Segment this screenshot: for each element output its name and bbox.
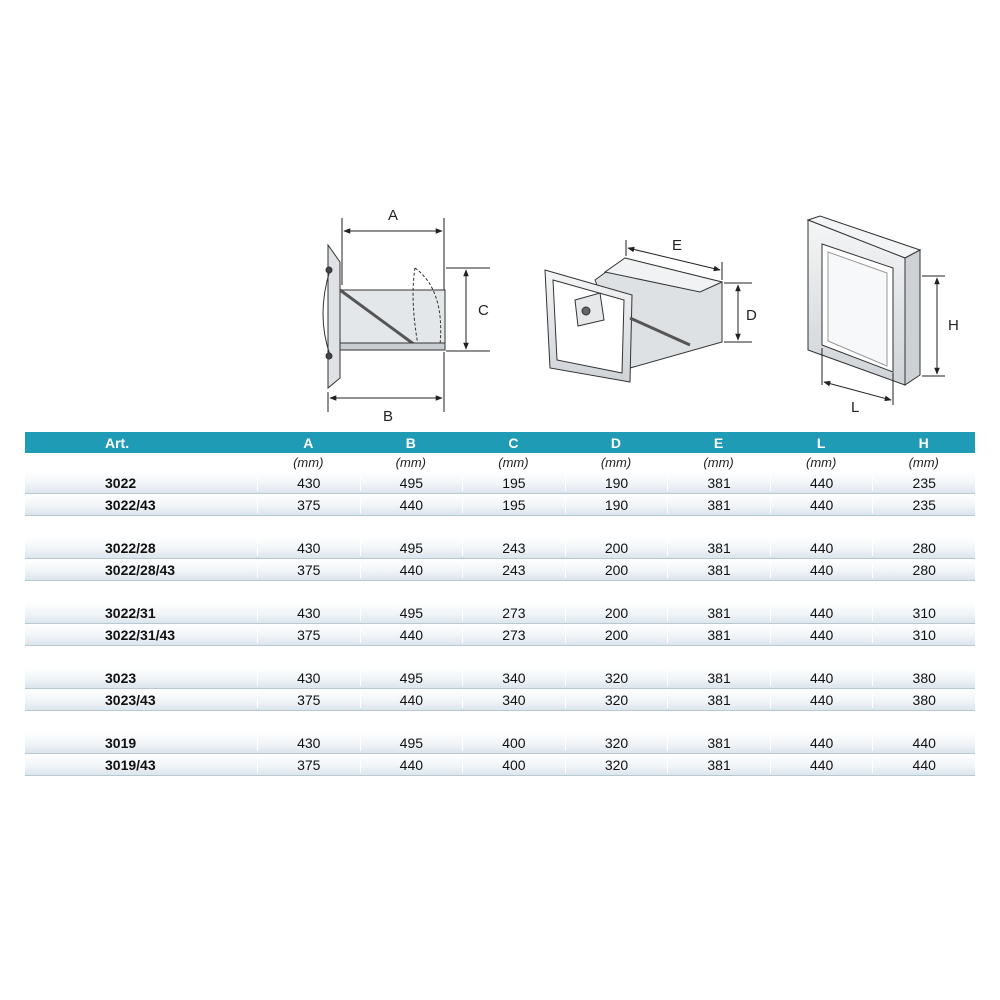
unit-label: (mm) bbox=[805, 455, 837, 470]
cell-art: 3022/28/43 bbox=[105, 561, 176, 578]
table-row bbox=[25, 624, 975, 646]
cell-value: 200 bbox=[565, 605, 668, 621]
table-row bbox=[25, 689, 975, 711]
cell-value: 495 bbox=[360, 605, 463, 621]
cell-value: 380 bbox=[872, 692, 975, 708]
unit-label: (mm) bbox=[703, 455, 734, 470]
cell-value: 400 bbox=[462, 757, 565, 773]
cell-value: 381 bbox=[667, 540, 770, 556]
cell-value: 340 bbox=[462, 670, 565, 686]
technical-drawings bbox=[0, 0, 1000, 430]
cell-value: 440 bbox=[360, 562, 463, 578]
cell-art: 3022/31 bbox=[105, 604, 156, 621]
cell-value: 243 bbox=[462, 540, 565, 556]
cell-value: 440 bbox=[360, 757, 463, 773]
cell-value: 440 bbox=[360, 627, 463, 643]
cell-value: 235 bbox=[872, 497, 975, 513]
cell-value: 440 bbox=[360, 692, 463, 708]
cell-value: 190 bbox=[565, 497, 668, 513]
cell-art: 3019/43 bbox=[105, 756, 156, 773]
cell-value: 310 bbox=[872, 605, 975, 621]
table-row bbox=[25, 732, 975, 754]
cell-art: 3019 bbox=[105, 734, 137, 751]
dim-label-h: H bbox=[948, 317, 959, 334]
unit-label: (mm) bbox=[908, 455, 939, 470]
cell-value: 440 bbox=[770, 670, 873, 686]
cell-value: 195 bbox=[462, 497, 565, 513]
cell-value: 200 bbox=[565, 627, 668, 643]
group-spacer bbox=[25, 516, 975, 537]
front-view-drawing bbox=[545, 258, 722, 382]
dim-label-e: E bbox=[672, 237, 683, 254]
col-header-h: H bbox=[918, 434, 929, 451]
col-header-art: Art. bbox=[105, 434, 130, 451]
cell-value: 381 bbox=[667, 475, 770, 491]
col-header-a: A bbox=[303, 434, 314, 451]
group-spacer bbox=[25, 646, 975, 667]
cell-value: 495 bbox=[360, 475, 463, 491]
dim-label-c: C bbox=[478, 302, 489, 319]
dim-label-l: L bbox=[851, 399, 860, 416]
cell-value: 273 bbox=[462, 605, 565, 621]
cell-value: 430 bbox=[257, 540, 360, 556]
frame-view-drawing bbox=[808, 216, 920, 385]
cell-value: 375 bbox=[257, 757, 360, 773]
cell-value: 440 bbox=[770, 562, 873, 578]
cell-value: 375 bbox=[257, 497, 360, 513]
cell-value: 381 bbox=[667, 670, 770, 686]
cell-value: 440 bbox=[770, 540, 873, 556]
cell-value: 440 bbox=[770, 735, 873, 751]
table-header-row bbox=[25, 432, 975, 453]
cell-value: 440 bbox=[360, 497, 463, 513]
cell-art: 3023/43 bbox=[105, 691, 156, 708]
table-row bbox=[25, 494, 975, 516]
unit-label: (mm) bbox=[498, 455, 529, 470]
cell-value: 243 bbox=[462, 562, 565, 578]
cell-value: 320 bbox=[565, 670, 668, 686]
cell-value: 430 bbox=[257, 735, 360, 751]
col-header-c: C bbox=[508, 434, 519, 451]
dim-label-b: B bbox=[383, 408, 394, 425]
cell-value: 320 bbox=[565, 735, 668, 751]
group-spacer bbox=[25, 581, 975, 602]
cell-value: 280 bbox=[872, 562, 975, 578]
unit-label: (mm) bbox=[395, 455, 426, 470]
cell-value: 440 bbox=[770, 475, 873, 491]
cell-value: 273 bbox=[462, 627, 565, 643]
cell-value: 440 bbox=[770, 497, 873, 513]
cell-value: 375 bbox=[257, 627, 360, 643]
table-body bbox=[25, 472, 975, 776]
cell-art: 3023 bbox=[105, 669, 137, 686]
cell-art: 3022/43 bbox=[105, 496, 156, 513]
cell-value: 375 bbox=[257, 692, 360, 708]
cell-value: 440 bbox=[770, 757, 873, 773]
cell-value: 381 bbox=[667, 627, 770, 643]
table-row bbox=[25, 754, 975, 776]
cell-value: 200 bbox=[565, 540, 668, 556]
dimension-table bbox=[25, 432, 975, 776]
cell-value: 235 bbox=[872, 475, 975, 491]
cell-value: 310 bbox=[872, 627, 975, 643]
table-row bbox=[25, 472, 975, 494]
cell-value: 380 bbox=[872, 670, 975, 686]
cell-value: 440 bbox=[872, 757, 975, 773]
dim-label-a: A bbox=[388, 207, 399, 224]
table-row bbox=[25, 602, 975, 624]
group-spacer bbox=[25, 711, 975, 732]
cell-value: 280 bbox=[872, 540, 975, 556]
cell-value: 320 bbox=[565, 757, 668, 773]
cell-art: 3022/31/43 bbox=[105, 626, 176, 643]
cell-value: 381 bbox=[667, 692, 770, 708]
unit-label: (mm) bbox=[293, 455, 324, 470]
cell-art: 3022/28 bbox=[105, 539, 156, 556]
cell-value: 381 bbox=[667, 757, 770, 773]
cell-value: 440 bbox=[872, 735, 975, 751]
col-header-b: B bbox=[405, 434, 416, 451]
units-row bbox=[25, 453, 975, 472]
cell-value: 440 bbox=[770, 692, 873, 708]
cell-value: 375 bbox=[257, 562, 360, 578]
col-header-e: E bbox=[713, 434, 724, 451]
table-row bbox=[25, 537, 975, 559]
cell-value: 381 bbox=[667, 562, 770, 578]
cell-value: 495 bbox=[360, 540, 463, 556]
cell-value: 440 bbox=[770, 605, 873, 621]
cell-value: 400 bbox=[462, 735, 565, 751]
cell-value: 430 bbox=[257, 670, 360, 686]
cell-art: 3022 bbox=[105, 474, 137, 491]
col-header-d: D bbox=[610, 434, 622, 451]
dim-label-d: D bbox=[746, 307, 757, 324]
cell-value: 200 bbox=[565, 562, 668, 578]
side-view-drawing bbox=[323, 245, 445, 388]
cell-value: 195 bbox=[462, 475, 565, 491]
cell-value: 440 bbox=[770, 627, 873, 643]
cell-value: 381 bbox=[667, 497, 770, 513]
cell-value: 430 bbox=[257, 475, 360, 491]
cell-value: 320 bbox=[565, 692, 668, 708]
cell-value: 430 bbox=[257, 605, 360, 621]
cell-value: 381 bbox=[667, 735, 770, 751]
cell-value: 190 bbox=[565, 475, 668, 491]
table-row bbox=[25, 667, 975, 689]
table-row bbox=[25, 559, 975, 581]
cell-value: 340 bbox=[462, 692, 565, 708]
cell-value: 495 bbox=[360, 735, 463, 751]
unit-label: (mm) bbox=[600, 455, 632, 470]
col-header-l: L bbox=[816, 434, 826, 451]
cell-value: 381 bbox=[667, 605, 770, 621]
cell-value: 495 bbox=[360, 670, 463, 686]
